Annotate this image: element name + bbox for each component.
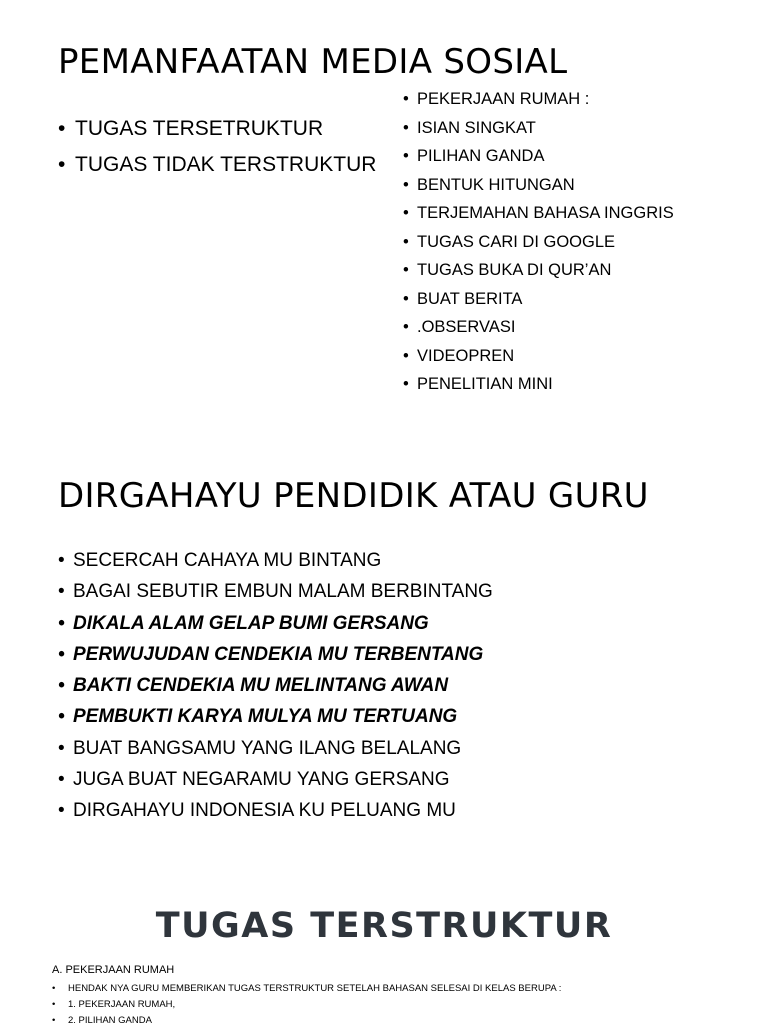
list-item: • VIDEOPREN: [403, 347, 674, 376]
list-item: • TERJEMAHAN BAHASA INGGRIS: [403, 204, 674, 233]
list-item: • PILIHAN GANDA: [403, 147, 674, 176]
list-item: • BUAT BERITA: [403, 290, 674, 319]
section2-title: DIRGAHAYU PENDIDIK ATAU GURU: [58, 476, 649, 516]
list-item: • JUGA BUAT NEGARAMU YANG GERSANG: [58, 769, 493, 800]
list-item: • PEKERJAAN RUMAH :: [403, 90, 674, 119]
list-item: • 2. PILIHAN GANDA: [52, 1015, 561, 1031]
list-item: • BENTUK HITUNGAN: [403, 176, 674, 205]
section3-title: TUGAS TERSTRUKTUR: [155, 906, 613, 946]
list-item: • PENELITIAN MINI: [403, 375, 674, 404]
list-item: • ISIAN SINGKAT: [403, 119, 674, 148]
left-bullet-list: [58, 117, 376, 189]
list-item: • TUGAS CARI DI GOOGLE: [403, 233, 674, 262]
list-item: • SECERCAH CAHAYA MU BINTANG: [58, 550, 493, 581]
right-bullet-list: [403, 90, 674, 404]
section3-subheading: A. PEKERJAAN RUMAH: [52, 964, 175, 976]
list-item: • TUGAS BUKA DI QUR’AN: [403, 261, 674, 290]
list-item: • TUGAS TIDAK TERSTRUKTUR: [58, 153, 376, 189]
list-item: • 1. PEKERJAAN RUMAH,: [52, 999, 561, 1015]
list-item: • DIKALA ALAM GELAP BUMI GERSANG: [58, 613, 493, 644]
list-item: • BUAT BANGSAMU YANG ILANG BELALANG: [58, 738, 493, 769]
poem-bullet-list: [58, 550, 493, 832]
section1-title: PEMANFAATAN MEDIA SOSIAL: [58, 42, 568, 82]
list-item: • .OBSERVASI: [403, 318, 674, 347]
list-item: • HENDAK NYA GURU MEMBERIKAN TUGAS TERSTRUKTUR SETELAH BAHASAN SELESAI DI KELAS BERUPA :: [52, 983, 561, 999]
list-item: • PEMBUKTI KARYA MULYA MU TERTUANG: [58, 706, 493, 737]
list-item: • BAKTI CENDEKIA MU MELINTANG AWAN: [58, 675, 493, 706]
list-item: • PERWUJUDAN CENDEKIA MU TERBENTANG: [58, 644, 493, 675]
list-item: • DIRGAHAYU INDONESIA KU PELUANG MU: [58, 800, 493, 831]
list-item: • BAGAI SEBUTIR EMBUN MALAM BERBINTANG: [58, 581, 493, 612]
list-item: • TUGAS TERSETRUKTUR: [58, 117, 376, 153]
